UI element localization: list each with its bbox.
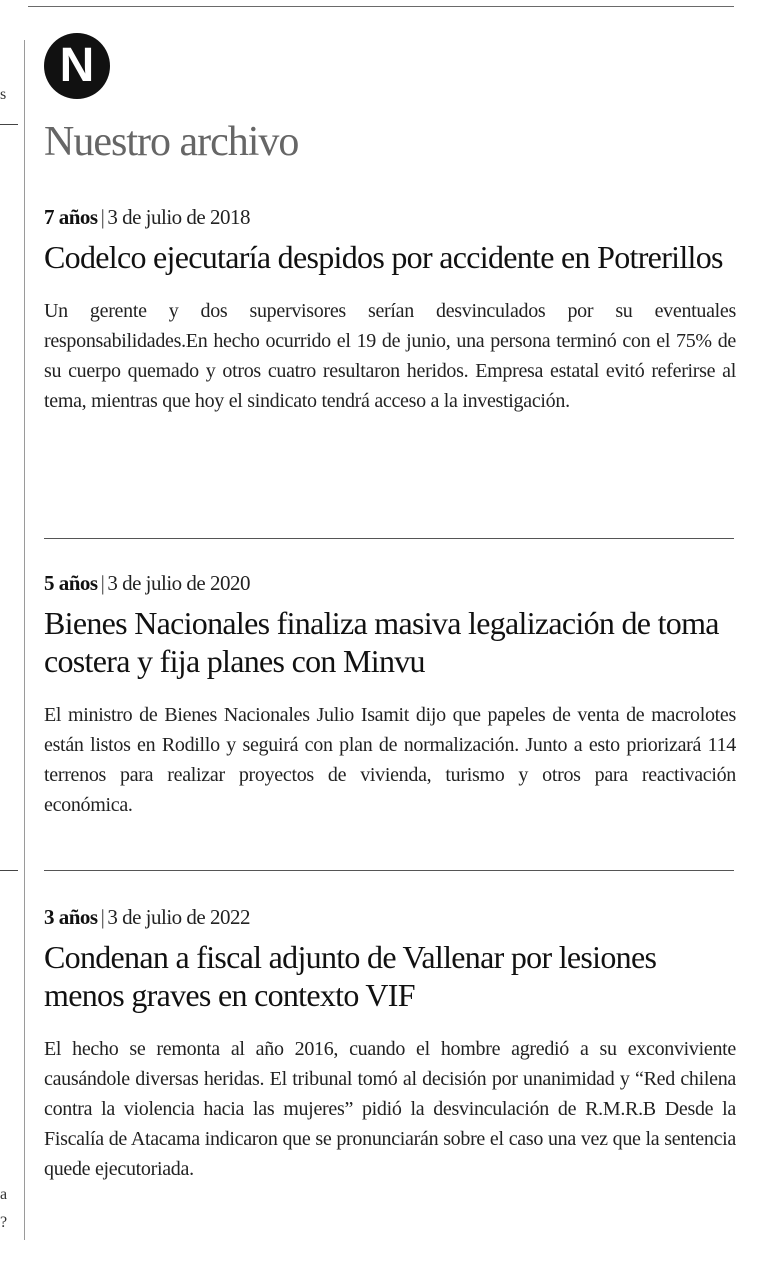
column-divider xyxy=(24,40,25,1240)
article-years: 3 años xyxy=(44,905,98,929)
meta-separator: | xyxy=(100,205,105,229)
left-column-fragment: ? xyxy=(0,1214,8,1231)
article-meta xyxy=(44,904,736,930)
article-divider xyxy=(44,538,734,539)
meta-separator: | xyxy=(100,905,105,929)
article-body: El hecho se remonta al año 2016, cuando el hombre agredió a su exconviviente causándole diversas heridas. El tribunal tomó al decisión por unanimidad y “Red chilena contra la violencia hacia las mujeres” pidió la desvinculación de R.M.R.B Desde la Fiscalía de Atacama indicaron que se pronunciarán sobre el caso una vez que la sentencia quede ejecutoriada. xyxy=(44,1038,736,1180)
meta-separator: | xyxy=(100,571,105,595)
left-column-fragment: a xyxy=(0,1186,8,1203)
archive-article xyxy=(44,204,736,416)
article-headline: Codelco ejecutaría despidos por accidente en Potrerillos xyxy=(44,239,723,275)
article-years: 5 años xyxy=(44,571,98,595)
article-divider xyxy=(44,870,734,871)
article-date: 3 de julio de 2020 xyxy=(107,571,250,595)
left-column-rule xyxy=(0,124,18,125)
section-logo: N xyxy=(44,33,110,99)
article-meta xyxy=(44,570,736,596)
section-title: Nuestro archivo xyxy=(44,119,299,165)
article-body: El ministro de Bienes Nacionales Julio Isamit dijo que papeles de venta de macrolotes están listos en Rodillo y seguirá con plan de normalización. Junto a esto priorizará 114 terrenos para realizar proyectos de vivienda, turismo y otros para reactivación económica. xyxy=(44,704,736,816)
article-years: 7 años xyxy=(44,205,98,229)
archive-article xyxy=(44,904,736,1184)
article-date: 3 de julio de 2022 xyxy=(107,905,250,929)
article-meta xyxy=(44,204,736,230)
top-rule xyxy=(28,6,734,7)
article-body: Un gerente y dos supervisores serían desvinculados por su eventuales responsabilidades.En hecho ocurrido el 19 de junio, una persona terminó con el 75% de su cuerpo quemado y otros cuatro resultaron heridos. Empresa estatal evitó referirse al tema, mientras que hoy el sindicato tendrá acceso a la investigación. xyxy=(44,300,736,412)
article-headline: Bienes Nacionales finaliza masiva legalización de toma costera y fija planes con Minvu xyxy=(44,605,719,679)
article-date: 3 de julio de 2018 xyxy=(107,205,250,229)
archive-article xyxy=(44,570,736,820)
article-headline: Condenan a fiscal adjunto de Vallenar por lesiones menos graves en contexto VIF xyxy=(44,939,657,1013)
left-column-fragment: s xyxy=(0,86,7,103)
left-column-rule xyxy=(0,870,18,871)
